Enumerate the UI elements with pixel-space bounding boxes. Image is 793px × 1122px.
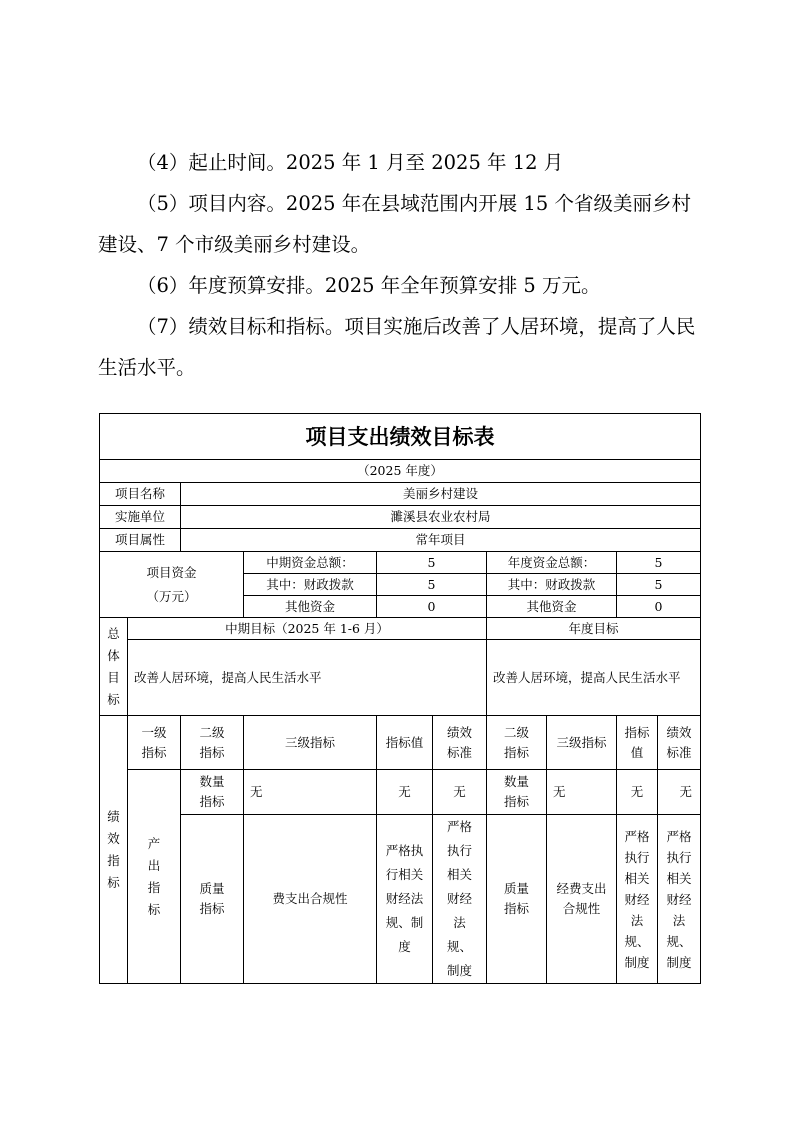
mid-goal-header: 中期目标（2025 年 1-6 月） xyxy=(128,618,487,640)
row2-standard-year-text: 严格执行相关财经法规、制度 xyxy=(666,828,692,970)
row1-value: 无 xyxy=(377,770,433,815)
overall-goal-label-text: 总体目标 xyxy=(107,625,120,707)
row1-level2 xyxy=(181,770,244,815)
year-fiscal-label: 其中：财政拨款 xyxy=(487,574,617,596)
unit-label: 实施单位 xyxy=(100,506,181,529)
row2-level2 xyxy=(181,815,244,984)
project-attr-label: 项目属性 xyxy=(100,529,181,552)
output-indicator-label xyxy=(128,770,181,984)
year-other-value: 0 xyxy=(617,596,701,618)
year-goal-text: 改善人居环境，提高人民生活水平 xyxy=(487,640,701,716)
header-level1 xyxy=(128,716,181,770)
year-goal-header: 年度目标 xyxy=(487,618,701,640)
row2-value xyxy=(377,815,433,984)
row2-standard-year xyxy=(658,815,701,984)
row2-value-text: 严格执行相关财经法规、制度 xyxy=(385,843,424,954)
row2-level3-year-text: 经费支出合规性 xyxy=(556,881,607,916)
project-attr-value: 常年项目 xyxy=(181,529,701,552)
paragraph-project-content: （5）项目内容。2025 年在县域范围内开展 15 个省级美丽乡村建设、7 个市级美丽乡村建设。 xyxy=(98,192,691,256)
year-total-label: 年度资金总额： xyxy=(487,552,617,574)
header-level2-text: 二级指标 xyxy=(199,724,225,760)
row2-level2-text: 质量指标 xyxy=(199,881,225,916)
funds-label-text: 项目资金（万元） xyxy=(146,564,197,604)
performance-goal-table xyxy=(99,413,701,984)
mid-fiscal-value: 5 xyxy=(377,574,487,596)
project-name-value: 美丽乡村建设 xyxy=(181,483,701,506)
mid-other-label: 其他资金 xyxy=(244,596,377,618)
row2-value-year-text: 严格执行相关财经法规、制度 xyxy=(624,828,650,970)
mid-total-value: 5 xyxy=(377,552,487,574)
row1-level2-year-text: 数量指标 xyxy=(503,774,529,809)
header-level1-text: 一级指标 xyxy=(141,724,167,760)
year-fiscal-value: 5 xyxy=(617,574,701,596)
header-level2 xyxy=(181,716,244,770)
header-value-year xyxy=(617,716,658,770)
row1-standard-year: 无 xyxy=(658,770,701,815)
row2-level3: 费支出合规性 xyxy=(244,815,377,984)
row2-level2-year xyxy=(487,815,547,984)
perf-indicator-label-text: 绩效指标 xyxy=(107,808,120,890)
header-value-year-text: 指标值 xyxy=(624,724,650,760)
row2-level2-year-text: 质量指标 xyxy=(503,881,529,916)
paragraph-start-end-time: （4）起止时间。2025 年 1 月至 2025 年 12 月 xyxy=(137,151,564,174)
funds-label xyxy=(100,552,244,618)
header-standard-text: 绩效标准 xyxy=(446,724,472,760)
table-year: （2025 年度） xyxy=(100,460,701,483)
perf-indicator-label xyxy=(100,716,128,984)
header-standard-year-text: 绩效标准 xyxy=(666,724,692,760)
overall-goal-label xyxy=(100,618,128,716)
row1-value-year: 无 xyxy=(617,770,658,815)
year-other-label: 其他资金 xyxy=(487,596,617,618)
mid-total-label: 中期资金总额： xyxy=(244,552,377,574)
paragraph-budget: （6）年度预算安排。2025 年全年预算安排 5 万元。 xyxy=(137,274,601,297)
year-total-value: 5 xyxy=(617,552,701,574)
row1-level2-year xyxy=(487,770,547,815)
project-name-label: 项目名称 xyxy=(100,483,181,506)
row2-value-year xyxy=(617,815,658,984)
header-standard xyxy=(433,716,487,770)
row2-standard-text: 严格执行相关财经法规、制度 xyxy=(446,819,472,978)
header-value: 指标值 xyxy=(377,716,433,770)
row2-level3-year xyxy=(547,815,617,984)
mid-fiscal-label: 其中：财政拨款 xyxy=(244,574,377,596)
header-level2-year xyxy=(487,716,547,770)
mid-other-value: 0 xyxy=(377,596,487,618)
row1-level3-year: 无 xyxy=(547,770,617,815)
header-standard-year xyxy=(658,716,701,770)
header-level3-year: 三级指标 xyxy=(547,716,617,770)
unit-value: 濉溪县农业农村局 xyxy=(181,506,701,529)
header-level3: 三级指标 xyxy=(244,716,377,770)
output-indicator-label-text: 产出指标 xyxy=(147,835,161,917)
mid-goal-text: 改善人居环境，提高人民生活水平 xyxy=(128,640,487,716)
header-level2-year-text: 二级指标 xyxy=(503,724,529,760)
table-title: 项目支出绩效目标表 xyxy=(100,414,701,460)
paragraph-performance-goals: （7）绩效目标和指标。项目实施后改善了人居环境，提高了人民生活水平。 xyxy=(98,315,696,379)
row1-level3: 无 xyxy=(244,770,377,815)
row1-standard: 无 xyxy=(433,770,487,815)
row2-standard xyxy=(433,815,487,984)
row1-level2-text: 数量指标 xyxy=(199,774,225,809)
